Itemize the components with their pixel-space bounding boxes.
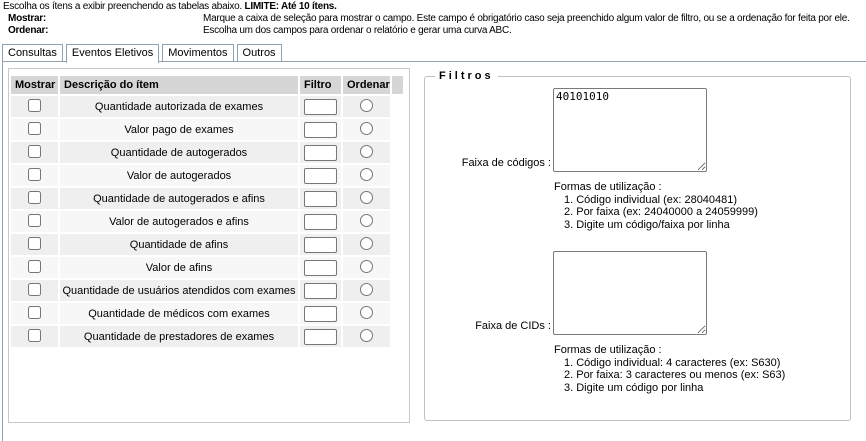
show-checkbox[interactable] (28, 191, 41, 204)
tab-movimentos[interactable]: Movimentos (162, 44, 233, 61)
show-cell (11, 119, 58, 140)
filters-fieldset (424, 70, 851, 421)
show-cell (11, 326, 58, 347)
item-description: Valor de autogerados (60, 165, 298, 186)
show-checkbox[interactable] (28, 168, 41, 181)
item-description: Valor de autogerados e afins (60, 211, 298, 232)
filter-cell (300, 142, 341, 163)
table-row (11, 303, 403, 324)
show-cell (11, 280, 58, 301)
column-header: Mostrar (11, 76, 58, 94)
show-checkbox[interactable] (28, 122, 41, 135)
order-cell (343, 257, 390, 278)
show-checkbox[interactable] (28, 306, 41, 319)
show-checkbox[interactable] (28, 99, 41, 112)
ordenar-instruction-label: Ordenar: (8, 25, 49, 36)
show-cell (11, 142, 58, 163)
filter-input[interactable] (304, 145, 337, 161)
order-radio[interactable] (360, 99, 373, 112)
show-cell (11, 303, 58, 324)
table-row (11, 96, 403, 117)
item-description: Quantidade de médicos com exames (60, 303, 298, 324)
intro-limit-text: LIMITE: Até 10 ítens. (244, 1, 337, 12)
filters-legend: Filtros (439, 70, 494, 82)
table-row (11, 165, 403, 186)
order-radio[interactable] (360, 306, 373, 319)
item-description: Quantidade de afins (60, 234, 298, 255)
mostrar-instruction-row (3, 13, 866, 25)
order-radio[interactable] (360, 283, 373, 296)
filter-input[interactable] (304, 237, 337, 253)
order-cell (343, 303, 390, 324)
order-cell (343, 96, 390, 117)
show-cell (11, 96, 58, 117)
cids-help-item-2: 2. Por faixa: 3 caracteres ou menos (ex: S63) (564, 369, 786, 381)
table-row (11, 326, 403, 347)
table-row (11, 234, 403, 255)
header-row (11, 76, 403, 94)
show-checkbox[interactable] (28, 329, 41, 342)
table-row (11, 211, 403, 232)
order-radio[interactable] (360, 329, 373, 342)
order-cell (343, 188, 390, 209)
cids-range-label: Faixa de CIDs : (475, 320, 551, 332)
header-spacer-cell (392, 76, 403, 94)
order-radio[interactable] (360, 214, 373, 227)
instructions-block (3, 1, 866, 37)
order-radio[interactable] (360, 260, 373, 273)
codes-help-title: Formas de utilização : (554, 181, 662, 193)
filter-cell (300, 326, 341, 347)
items-table (9, 74, 405, 349)
order-cell (343, 280, 390, 301)
order-cell (343, 119, 390, 140)
show-checkbox[interactable] (28, 214, 41, 227)
filter-input[interactable] (304, 214, 337, 230)
order-cell (343, 234, 390, 255)
cids-help-item-3: 3. Digite um código por linha (564, 381, 704, 394)
cids-help-block (554, 344, 842, 394)
column-header: Descrição do ítem (60, 76, 298, 94)
show-checkbox[interactable] (28, 237, 41, 250)
item-description: Quantidade autorizada de exames (60, 96, 298, 117)
tab-eventos-eletivos[interactable]: Eventos Eletivos (66, 44, 159, 63)
filter-input[interactable] (304, 122, 337, 138)
filter-cell (300, 280, 341, 301)
order-cell (343, 165, 390, 186)
filter-input[interactable] (304, 260, 337, 276)
filter-cell (300, 119, 341, 140)
order-radio[interactable] (360, 122, 373, 135)
show-checkbox[interactable] (28, 260, 41, 273)
filter-cell (300, 96, 341, 117)
show-cell (11, 234, 58, 255)
filter-input[interactable] (304, 191, 337, 207)
intro-text: Escolha os ítens a exibir preenchendo as tabelas abaixo. (3, 1, 245, 12)
filter-cell (300, 165, 341, 186)
show-checkbox[interactable] (28, 145, 41, 158)
items-table-container (8, 68, 410, 423)
filter-cell (300, 188, 341, 209)
cids-help-title: Formas de utilização : (554, 344, 662, 356)
order-radio[interactable] (360, 191, 373, 204)
mostrar-instruction-label: Mostrar: (8, 13, 47, 24)
order-cell (343, 142, 390, 163)
cids-help-item-1: 1. Código individual: 4 caracteres (ex: S630) (564, 356, 781, 369)
table-row (11, 280, 403, 301)
codes-range-textarea[interactable] (553, 88, 707, 172)
codes-help-item-2: 2. Por faixa (ex: 24040000 a 24059999) (564, 206, 758, 218)
show-cell (11, 257, 58, 278)
item-description: Quantidade de prestadores de exames (60, 326, 298, 347)
order-radio[interactable] (360, 168, 373, 181)
filter-input[interactable] (304, 168, 337, 184)
ordenar-instruction-row (3, 25, 866, 37)
filter-cell (300, 303, 341, 324)
item-description: Quantidade de usuários atendidos com exames (60, 280, 298, 301)
table-row (11, 257, 403, 278)
filter-cell (300, 257, 341, 278)
table-row (11, 142, 403, 163)
order-radio[interactable] (360, 237, 373, 250)
order-radio[interactable] (360, 145, 373, 158)
column-header: Filtro (300, 76, 341, 94)
item-description: Quantidade de autogerados e afins (60, 188, 298, 209)
order-cell (343, 326, 390, 347)
table-row (11, 188, 403, 209)
filter-cell (300, 211, 341, 232)
item-description: Quantidade de autogerados (60, 142, 298, 163)
filter-cell (300, 234, 341, 255)
show-cell (11, 165, 58, 186)
cids-range-textarea[interactable] (553, 251, 707, 335)
filter-input[interactable] (304, 329, 337, 345)
filter-input[interactable] (304, 306, 337, 322)
codes-help-item-3: 3. Digite um código/faixa por linha (564, 218, 730, 231)
tab-outros[interactable]: Outros (237, 44, 282, 61)
show-checkbox[interactable] (28, 283, 41, 296)
item-description: Valor pago de exames (60, 119, 298, 140)
items-table-body (11, 96, 403, 347)
filter-input[interactable] (304, 99, 337, 115)
order-cell (343, 211, 390, 232)
filter-input[interactable] (304, 283, 337, 299)
intro-line (3, 1, 866, 13)
show-cell (11, 211, 58, 232)
tab-consultas[interactable]: Consultas (2, 44, 63, 61)
codes-range-label: Faixa de códigos : (461, 157, 551, 169)
cids-range-row (433, 251, 842, 335)
mostrar-instruction-text: Marque a caixa de seleção para mostrar o campo. Este campo é obrigatório caso seja preenchido algum valor de filtro, ou se a ordenação for feita por ele. (203, 13, 850, 24)
ordenar-instruction-text: Escolha um dos campos para ordenar o relatório e gerar uma curva ABC. (203, 25, 512, 36)
item-description: Valor de afins (60, 257, 298, 278)
show-cell (11, 188, 58, 209)
column-header: Ordenar (343, 76, 390, 94)
codes-help-block (554, 181, 842, 231)
table-row (11, 119, 403, 140)
tabs (2, 44, 282, 62)
codes-range-row (433, 88, 842, 172)
codes-help-item-1: 1. Código individual (ex: 28040481) (564, 193, 738, 206)
